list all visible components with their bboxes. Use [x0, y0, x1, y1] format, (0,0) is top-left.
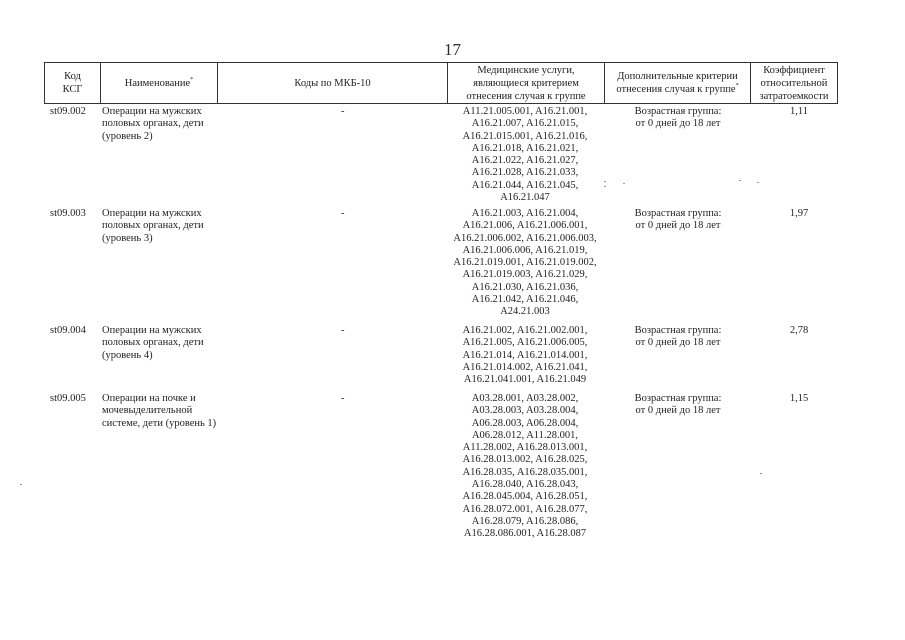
header-coef-line2: относительной [760, 77, 828, 89]
row-name [102, 393, 216, 430]
row-code: st09.005 [50, 393, 86, 404]
row-service-line: A16.21.007, A16.21.015, [471, 118, 579, 130]
row-services [448, 393, 602, 541]
row-service-line: A16.21.006.002, A16.21.006.003, [453, 232, 597, 244]
row-service-line: A16.21.018, A16.21.021, [471, 142, 579, 154]
row-name-line: половых органах, дети [102, 337, 204, 349]
header-code-line2: КСГ [62, 84, 83, 95]
row-services [448, 106, 602, 204]
header-services [447, 63, 604, 103]
row-services [448, 325, 602, 386]
row-service-line: A16.28.040, A16.28.043, [471, 479, 579, 491]
row-service-line: A16.21.030, A16.21.036, [471, 281, 579, 293]
row-service-line: A03.28.001, A03.28.002, [471, 393, 579, 404]
row-mkb: - [341, 325, 345, 336]
scan-speck [623, 183, 625, 184]
header-coef-line1: Коэффициент [763, 64, 825, 76]
row-name-line: системе, дети (уровень 1) [102, 417, 217, 429]
row-service-line: A16.21.006, A16.21.006.001, [462, 220, 588, 232]
row-name-line: Операции на почке и [102, 393, 196, 404]
header-coefficient [750, 63, 838, 103]
row-name [102, 106, 204, 143]
row-criteria [608, 106, 748, 131]
row-service-line: A16.21.015.001, A16.21.016, [462, 130, 588, 142]
row-mkb: - [341, 106, 345, 117]
row-service-line: A03.28.003, A03.28.004, [471, 405, 579, 417]
row-criteria-line: от 0 дней до 18 лет [635, 220, 721, 232]
row-service-line: A16.21.014.002, A16.21.041, [462, 361, 588, 373]
row-criteria [608, 208, 748, 233]
row-service-line: A06.28.003, A06.28.004, [471, 417, 579, 429]
row-mkb: - [341, 393, 345, 404]
scan-speck [757, 182, 759, 183]
row-service-line: A16.21.042, A16.21.046, [471, 294, 579, 306]
row-service-line: A16.28.035, A16.28.035.001, [462, 466, 588, 478]
header-criteria-footnote-mark: * [735, 83, 739, 89]
row-service-line: A16.21.028, A16.21.033, [471, 167, 579, 179]
row-service-line: A16.21.041.001, A16.21.049 [463, 374, 587, 386]
header-name-footnote-mark: * [190, 76, 194, 83]
row-service-line: A11.21.005.001, A16.21.001, [462, 106, 588, 117]
header-criteria-line2: отнесения случая к группе [616, 84, 736, 95]
header-services-line2: являющиеся критерием [473, 77, 579, 89]
row-service-line: A16.21.019.003, A16.21.029, [462, 269, 588, 281]
row-coefficient: 1,15 [789, 393, 809, 404]
header-coef-line3: затратоемкости [759, 90, 829, 102]
row-service-line: A16.28.072.001, A16.28.077, [462, 503, 588, 515]
row-name-line: половых органах, дети [102, 118, 204, 130]
scan-speck [604, 186, 606, 187]
row-services [448, 208, 602, 319]
row-name-line: (уровень 4) [102, 349, 153, 361]
row-service-line: A24.21.003 [500, 306, 550, 318]
row-criteria-line: Возрастная группа: [634, 106, 722, 117]
row-name-line: Операции на мужских [102, 106, 202, 117]
row-code: st09.003 [50, 208, 86, 219]
row-name-line: (уровень 3) [102, 232, 153, 244]
header-mkb-label: Коды по МКБ-10 [294, 77, 371, 89]
header-name [100, 63, 217, 103]
header-criteria-line1: Дополнительные критерии [617, 71, 738, 82]
row-service-line: A16.28.086.001, A16.28.087 [463, 528, 587, 540]
row-service-line: A06.28.012, A11.28.001, [471, 429, 579, 441]
row-criteria [608, 393, 748, 418]
scan-speck [739, 180, 741, 181]
row-service-line: A16.21.002, A16.21.002.001, [462, 325, 588, 336]
row-name-line: Операции на мужских [102, 208, 202, 219]
row-name-line: Операции на мужских [102, 325, 202, 336]
table-header [44, 62, 838, 104]
row-service-line: A16.21.003, A16.21.004, [471, 208, 579, 219]
row-name-line: половых органах, дети [102, 220, 204, 232]
row-name [102, 325, 204, 362]
row-name-line: (уровень 2) [102, 130, 153, 142]
row-service-line: A16.21.022, A16.21.027, [471, 155, 579, 167]
row-mkb: - [341, 208, 345, 219]
row-name [102, 208, 204, 245]
row-service-line: A16.28.013.002, A16.28.025, [462, 454, 588, 466]
header-services-line3: отнесения случая к группе [466, 90, 586, 102]
row-service-line: A16.21.005, A16.21.006.005, [462, 337, 588, 349]
row-criteria-line: Возрастная группа: [634, 325, 722, 336]
scan-speck [604, 181, 606, 182]
row-criteria-line: от 0 дней до 18 лет [635, 405, 721, 417]
row-service-line: A16.28.045.004, A16.28.051, [462, 491, 588, 503]
row-coefficient: 2,78 [789, 325, 809, 336]
row-coefficient: 1,11 [790, 106, 808, 117]
scan-speck [760, 473, 762, 474]
row-service-line: A11.28.002, A16.28.013.001, [462, 442, 588, 454]
header-name-label: Наименование [124, 77, 191, 89]
header-mkb [217, 63, 447, 103]
row-service-line: A16.21.014, A16.21.014.001, [462, 349, 588, 361]
header-services-line1: Медицинские услуги, [477, 64, 575, 76]
header-code-line1: Код [64, 71, 81, 82]
row-service-line: A16.21.047 [500, 192, 550, 204]
row-code: st09.004 [50, 325, 86, 336]
page-number: 17 [444, 40, 461, 59]
row-service-line: A16.28.079, A16.28.086, [471, 515, 579, 527]
row-criteria-line: Возрастная группа: [634, 208, 722, 219]
row-criteria-line: от 0 дней до 18 лет [635, 118, 721, 130]
header-code-ksg [44, 63, 100, 103]
row-service-line: A16.21.044, A16.21.045, [471, 179, 579, 191]
scan-speck [20, 484, 22, 485]
header-criteria [604, 63, 750, 103]
row-coefficient: 1,97 [789, 208, 809, 219]
row-criteria [608, 325, 748, 350]
row-name-line: мочевыделительной [102, 405, 193, 417]
row-criteria-line: от 0 дней до 18 лет [635, 337, 721, 349]
row-code: st09.002 [50, 106, 86, 117]
row-service-line: A16.21.006.006, A16.21.019, [462, 244, 588, 256]
row-criteria-line: Возрастная группа: [634, 393, 722, 404]
row-service-line: A16.21.019.001, A16.21.019.002, [453, 257, 597, 269]
